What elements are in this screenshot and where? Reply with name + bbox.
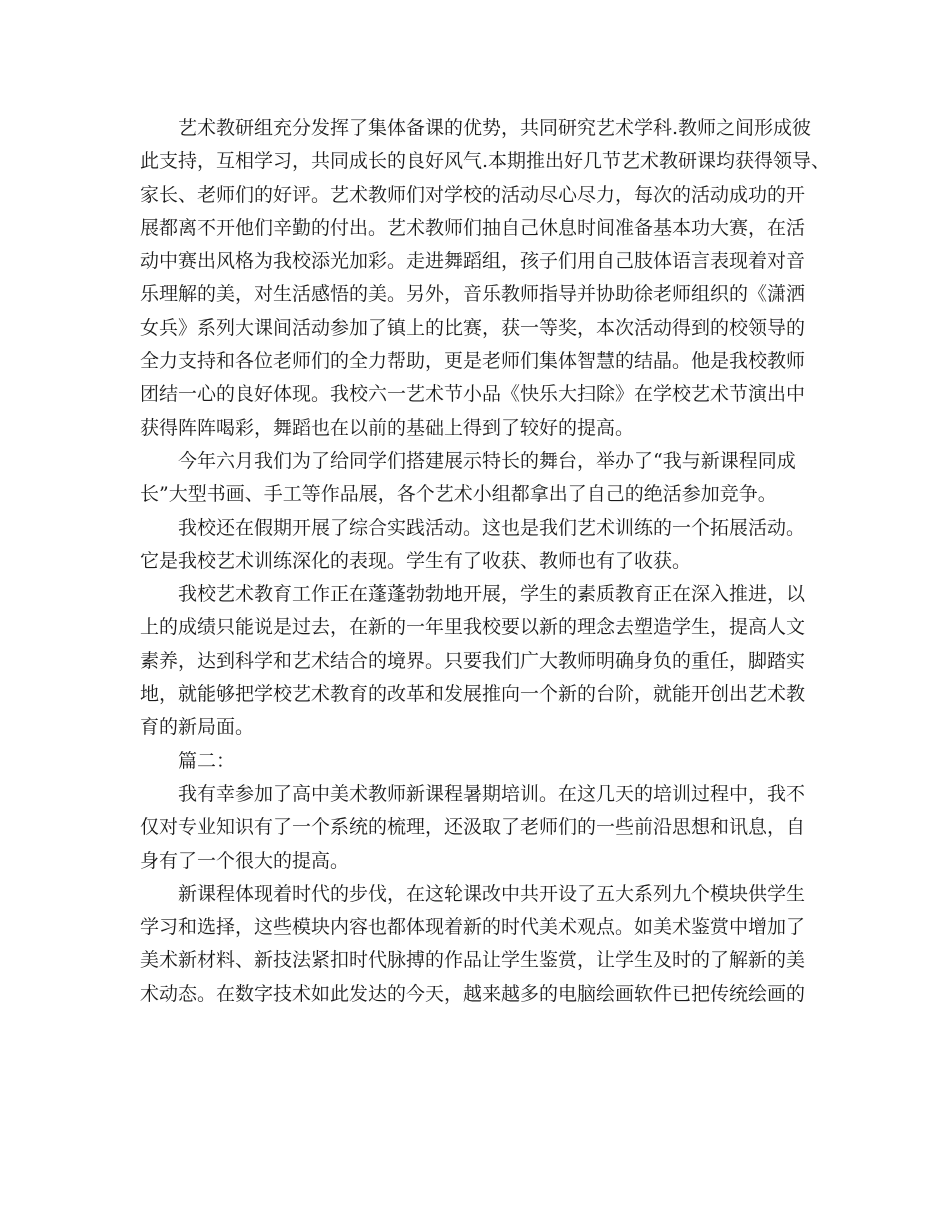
text-line: 获得阵阵喝彩，舞蹈也在以前的基础上得到了较好的提高。 xyxy=(140,416,635,439)
text-line: 长”大型书画、手工等作品展，各个艺术小组都拿出了自己的绝活参加竞争。 xyxy=(140,483,777,506)
text-line: 素养，达到科学和艺术结合的境界。只要我们广大教师明确身负的重任，脚踏实 xyxy=(140,649,806,672)
text-line: 术动态。在数字技术如此发达的今天，越来越多的电脑绘画软件已把传统绘画的 xyxy=(140,982,806,1005)
text-line: 乐理解的美，对生活感悟的美。另外，音乐教师指导并协助徐老师组织的《潇洒 xyxy=(140,283,806,306)
text-line: 此支持，互相学习，共同成长的良好风气.本期推出好几节艺术教研课均获得领导、 xyxy=(140,150,831,173)
text-line: 篇二： xyxy=(178,749,236,772)
text-line: 仅对专业知识有了一个系统的梳理，还汲取了老师们的一些前沿思想和讯息，自 xyxy=(140,816,806,839)
text-line: 我有幸参加了高中美术教师新课程暑期培训。在这几天的培训过程中，我不 xyxy=(178,782,806,805)
text-line: 我校还在假期开展了综合实践活动。这也是我们艺术训练的一个拓展活动。 xyxy=(178,516,806,539)
text-line: 动中赛出风格为我校添光加彩。走进舞蹈组，孩子们用自己肢体语言表现着对音 xyxy=(140,250,806,273)
text-line: 身有了一个很大的提高。 xyxy=(140,849,350,872)
text-line: 地，就能够把学校艺术教育的改革和发展推向一个新的台阶，就能开创出艺术教 xyxy=(140,683,806,706)
text-line: 女兵》系列大课间活动参加了镇上的比赛，获一等奖，本次活动得到的校领导的 xyxy=(140,316,806,339)
text-line: 今年六月我们为了给同学们搭建展示特长的舞台，举办了“我与新课程同成 xyxy=(178,449,796,472)
text-line: 学习和选择，这些模块内容也都体现着新的时代美术观点。如美术鉴赏中增加了 xyxy=(140,916,806,939)
text-line: 我校艺术教育工作正在蓬蓬勃勃地开展，学生的素质教育正在深入推进，以 xyxy=(178,583,806,606)
text-line: 展都离不开他们辛勤的付出。艺术教师们抽自己休息时间准备基本功大赛，在活 xyxy=(140,216,806,239)
text-line: 团结一心的良好体现。我校六一艺术节小品《快乐大扫除》在学校艺术节演出中 xyxy=(140,383,806,406)
document-body xyxy=(140,112,831,1011)
text-line: 它是我校艺术训练深化的表现。学生有了收获、教师也有了收获。 xyxy=(140,549,692,572)
text-line: 上的成绩只能说是过去，在新的一年里我校要以新的理念去塑造学生，提高人文 xyxy=(140,616,806,639)
text-line: 全力支持和各位老师们的全力帮助，更是老师们集体智慧的结晶。他是我校教师 xyxy=(140,350,806,373)
text-line: 家长、老师们的好评。艺术教师们对学校的活动尽心尽力，每次的活动成功的开 xyxy=(140,183,806,206)
text-line: 新课程体现着时代的步伐，在这轮课改中共开设了五大系列九个模块供学生 xyxy=(178,882,806,905)
text-line: 美术新材料、新技法紧扣时代脉搏的作品让学生鉴赏，让学生及时的了解新的美 xyxy=(140,949,806,972)
text-line: 艺术教研组充分发挥了集体备课的优势，共同研究艺术学科.教师之间形成彼 xyxy=(178,117,812,139)
text-line: 育的新局面。 xyxy=(140,716,255,739)
